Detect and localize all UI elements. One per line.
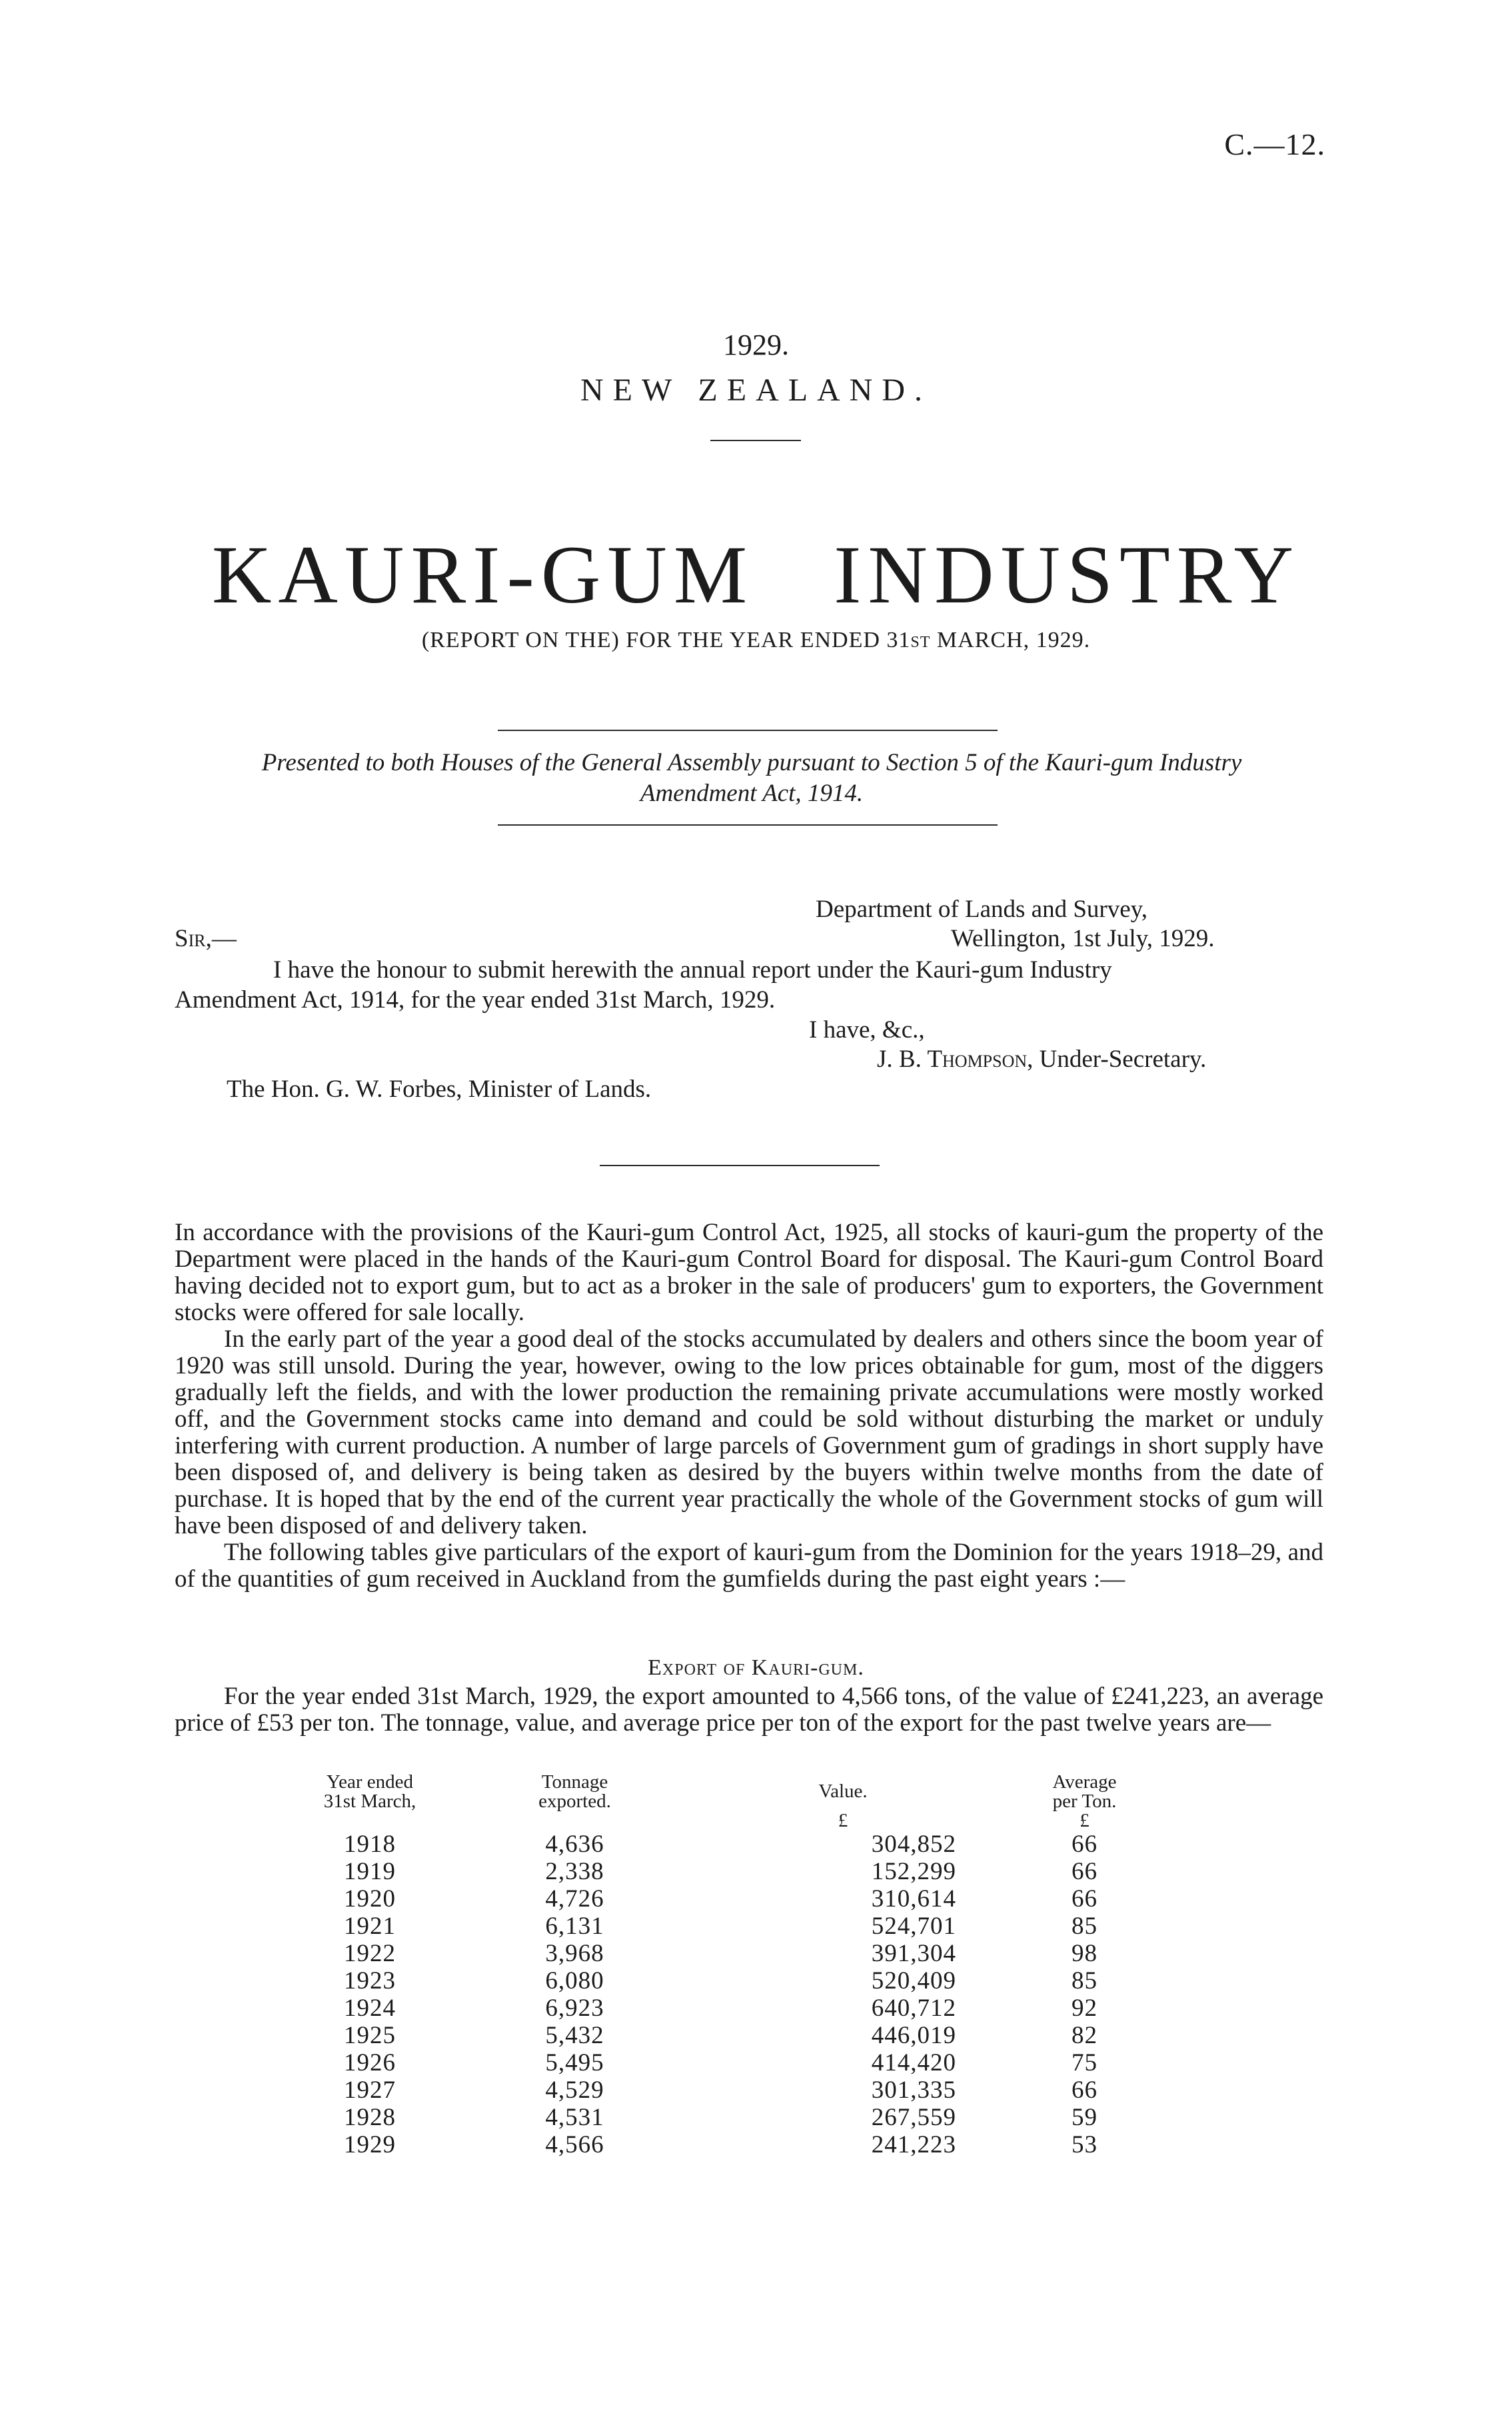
col-header-value: Value. [818,1781,868,1802]
cell-average: 59 [1072,2104,1098,2131]
presented-line-2: Amendment Act, 1914. [640,780,864,807]
table-row [293,1940,1186,1967]
export-paragraph: For the year ended 31st March, 1929, the export amounted to 4,566 tons, of the value of £241,223, an average price of £53 per ton. The tonnage, value, and average price per ton of the export for the past twelve years are— [175,1683,1323,1737]
signatory-name: J. B. Thompson [877,1046,1028,1073]
subtitle-superscript: ST [910,634,931,651]
table-row [293,1967,1186,1995]
cell-tonnage: 5,495 [545,2049,604,2076]
unit-average: £ [1080,1810,1090,1831]
divider [710,440,801,441]
table-row [293,2049,1186,2076]
subtitle-text-end: MARCH, 1929. [930,628,1091,652]
letter-addressee: The Hon. G. W. Forbes, Minister of Lands. [227,1076,652,1103]
cell-tonnage: 4,726 [545,1885,604,1913]
cell-average: 82 [1072,2022,1098,2049]
title-part-1: KAURI-GUM [211,529,754,620]
export-table [293,1773,1186,2158]
cell-year: 1921 [344,1913,396,1940]
cell-value: 241,223 [871,2131,956,2158]
cell-value: 414,420 [871,2049,956,2076]
title-part-2: INDUSTRY [834,529,1301,620]
cell-year: 1925 [344,2022,396,2049]
page-subtitle [0,628,1512,653]
document-reference: C.—12. [1224,127,1325,161]
cell-value: 267,559 [871,2104,956,2131]
cell-average: 98 [1072,1940,1098,1967]
letter-department: Department of Lands and Survey, [816,896,1147,923]
divider [498,824,998,826]
table-row [293,2022,1186,2049]
cell-average: 92 [1072,1995,1098,2022]
cell-value: 520,409 [871,1967,956,1995]
divider [600,1165,880,1166]
cell-average: 66 [1072,1858,1098,1885]
divider [498,730,998,731]
cell-tonnage: 4,636 [545,1831,604,1858]
letter-closing: I have, &c., [809,1016,925,1044]
table-row [293,1831,1186,1858]
country-heading: NEW ZEALAND. [580,373,932,408]
cell-value: 640,712 [871,1995,956,2022]
cell-tonnage: 4,529 [545,2076,604,2104]
report-paragraph-2: In the early part of the year a good deal of the stocks accumulated by dealers and others since the boom year of 1920 was still unsold. During the year, however, owing to the low prices obtainable for gum, most of the diggers gradually left the fields, and with the lower production the remaining private accumulations were mostly worked off, and the Government stocks came into demand and could be sold without disturbing the market or unduly interfering with current production. A number of large parcels of Government gum of gradings in short supply have been disposed of, and delivery is being taken as desired by the buyers within twelve months from the date of purchase. It is hoped that by the end of the current year practically the whole of the Government stocks of gum will have been disposed of and delivery taken. [175,1325,1323,1539]
cell-tonnage: 6,080 [545,1967,604,1995]
cell-year: 1920 [344,1885,396,1913]
cell-year: 1923 [344,1967,396,1995]
cell-tonnage: 3,968 [545,1940,604,1967]
cell-tonnage: 6,923 [545,1995,604,2022]
cell-tonnage: 5,432 [545,2022,604,2049]
letter-salutation: Sir,— [175,925,237,952]
cell-year: 1926 [344,2049,396,2076]
cell-average: 66 [1072,2076,1098,2104]
cell-average: 75 [1072,2049,1098,2076]
letter-body-line-2: Amendment Act, 1914, for the year ended 31st March, 1929. [175,986,776,1014]
cell-tonnage: 2,338 [545,1858,604,1885]
cell-year: 1929 [344,2131,396,2158]
table-row [293,1885,1186,1913]
export-intro [175,1683,1323,1737]
table-row [293,1858,1186,1885]
col-header-tonnage: Tonnage exported. [538,1771,611,1812]
cell-year: 1928 [344,2104,396,2131]
presented-line-1: Presented to both Houses of the General Assembly pursuant to Section 5 of the Kauri-gum Industry [261,749,1242,776]
table-row [293,2131,1186,2158]
subtitle-text: (REPORT ON THE) FOR THE YEAR ENDED 31 [421,628,911,652]
report-body [175,1219,1323,1593]
cell-value: 391,304 [871,1940,956,1967]
table-row [293,1913,1186,1940]
cell-value: 524,701 [871,1913,956,1940]
export-heading: Export of Kauri-gum. [648,1655,864,1680]
table-row [293,2076,1186,2104]
page-title [0,530,1512,620]
cell-value: 310,614 [871,1885,956,1913]
document-year: 1929. [723,329,789,361]
letter-body-line-1: I have the honour to submit herewith the annual report under the Kauri-gum Industry [273,956,1112,984]
table-row [293,2104,1186,2131]
cell-year: 1927 [344,2076,396,2104]
table-row [293,1995,1186,2022]
cell-average: 85 [1072,1967,1098,1995]
cell-value: 301,335 [871,2076,956,2104]
col-header-year: Year ended 31st March, [323,1771,416,1812]
cell-year: 1918 [344,1831,396,1858]
cell-tonnage: 4,566 [545,2131,604,2158]
table-units-row [293,1811,1186,1831]
cell-tonnage: 4,531 [545,2104,604,2131]
letter-signature [877,1044,1206,1075]
cell-average: 66 [1072,1885,1098,1913]
cell-year: 1924 [344,1995,396,2022]
unit-value: £ [838,1810,848,1831]
cell-year: 1922 [344,1940,396,1967]
cell-average: 66 [1072,1831,1098,1858]
table-header-row [293,1773,1186,1811]
col-header-average: Average per Ton. [1052,1771,1117,1812]
report-paragraph-1: In accordance with the provisions of the Kauri-gum Control Act, 1925, all stocks of kauri-gum the property of the Department were placed in the hands of the Kauri-gum Control Board for disposal. The Kauri-gum Control Board having decided not to export gum, but to act as a broker in the sale of producers' gum to exporters, the Government stocks were offered for sale locally. [175,1219,1323,1326]
cell-average: 53 [1072,2131,1098,2158]
cell-year: 1919 [344,1858,396,1885]
signatory-title: , Under-Secretary. [1027,1046,1207,1073]
cell-value: 304,852 [871,1831,956,1858]
letter-place-date: Wellington, 1st July, 1929. [951,925,1215,952]
cell-average: 85 [1072,1913,1098,1940]
presented-note [180,748,1323,809]
cell-value: 446,019 [871,2022,956,2049]
cell-tonnage: 6,131 [545,1913,604,1940]
report-paragraph-3: The following tables give particulars of the export of kauri-gum from the Dominion for the years 1918–29, and of the quantities of gum received in Auckland from the gumfields during the past eight years :— [175,1539,1323,1593]
cell-value: 152,299 [871,1858,956,1885]
